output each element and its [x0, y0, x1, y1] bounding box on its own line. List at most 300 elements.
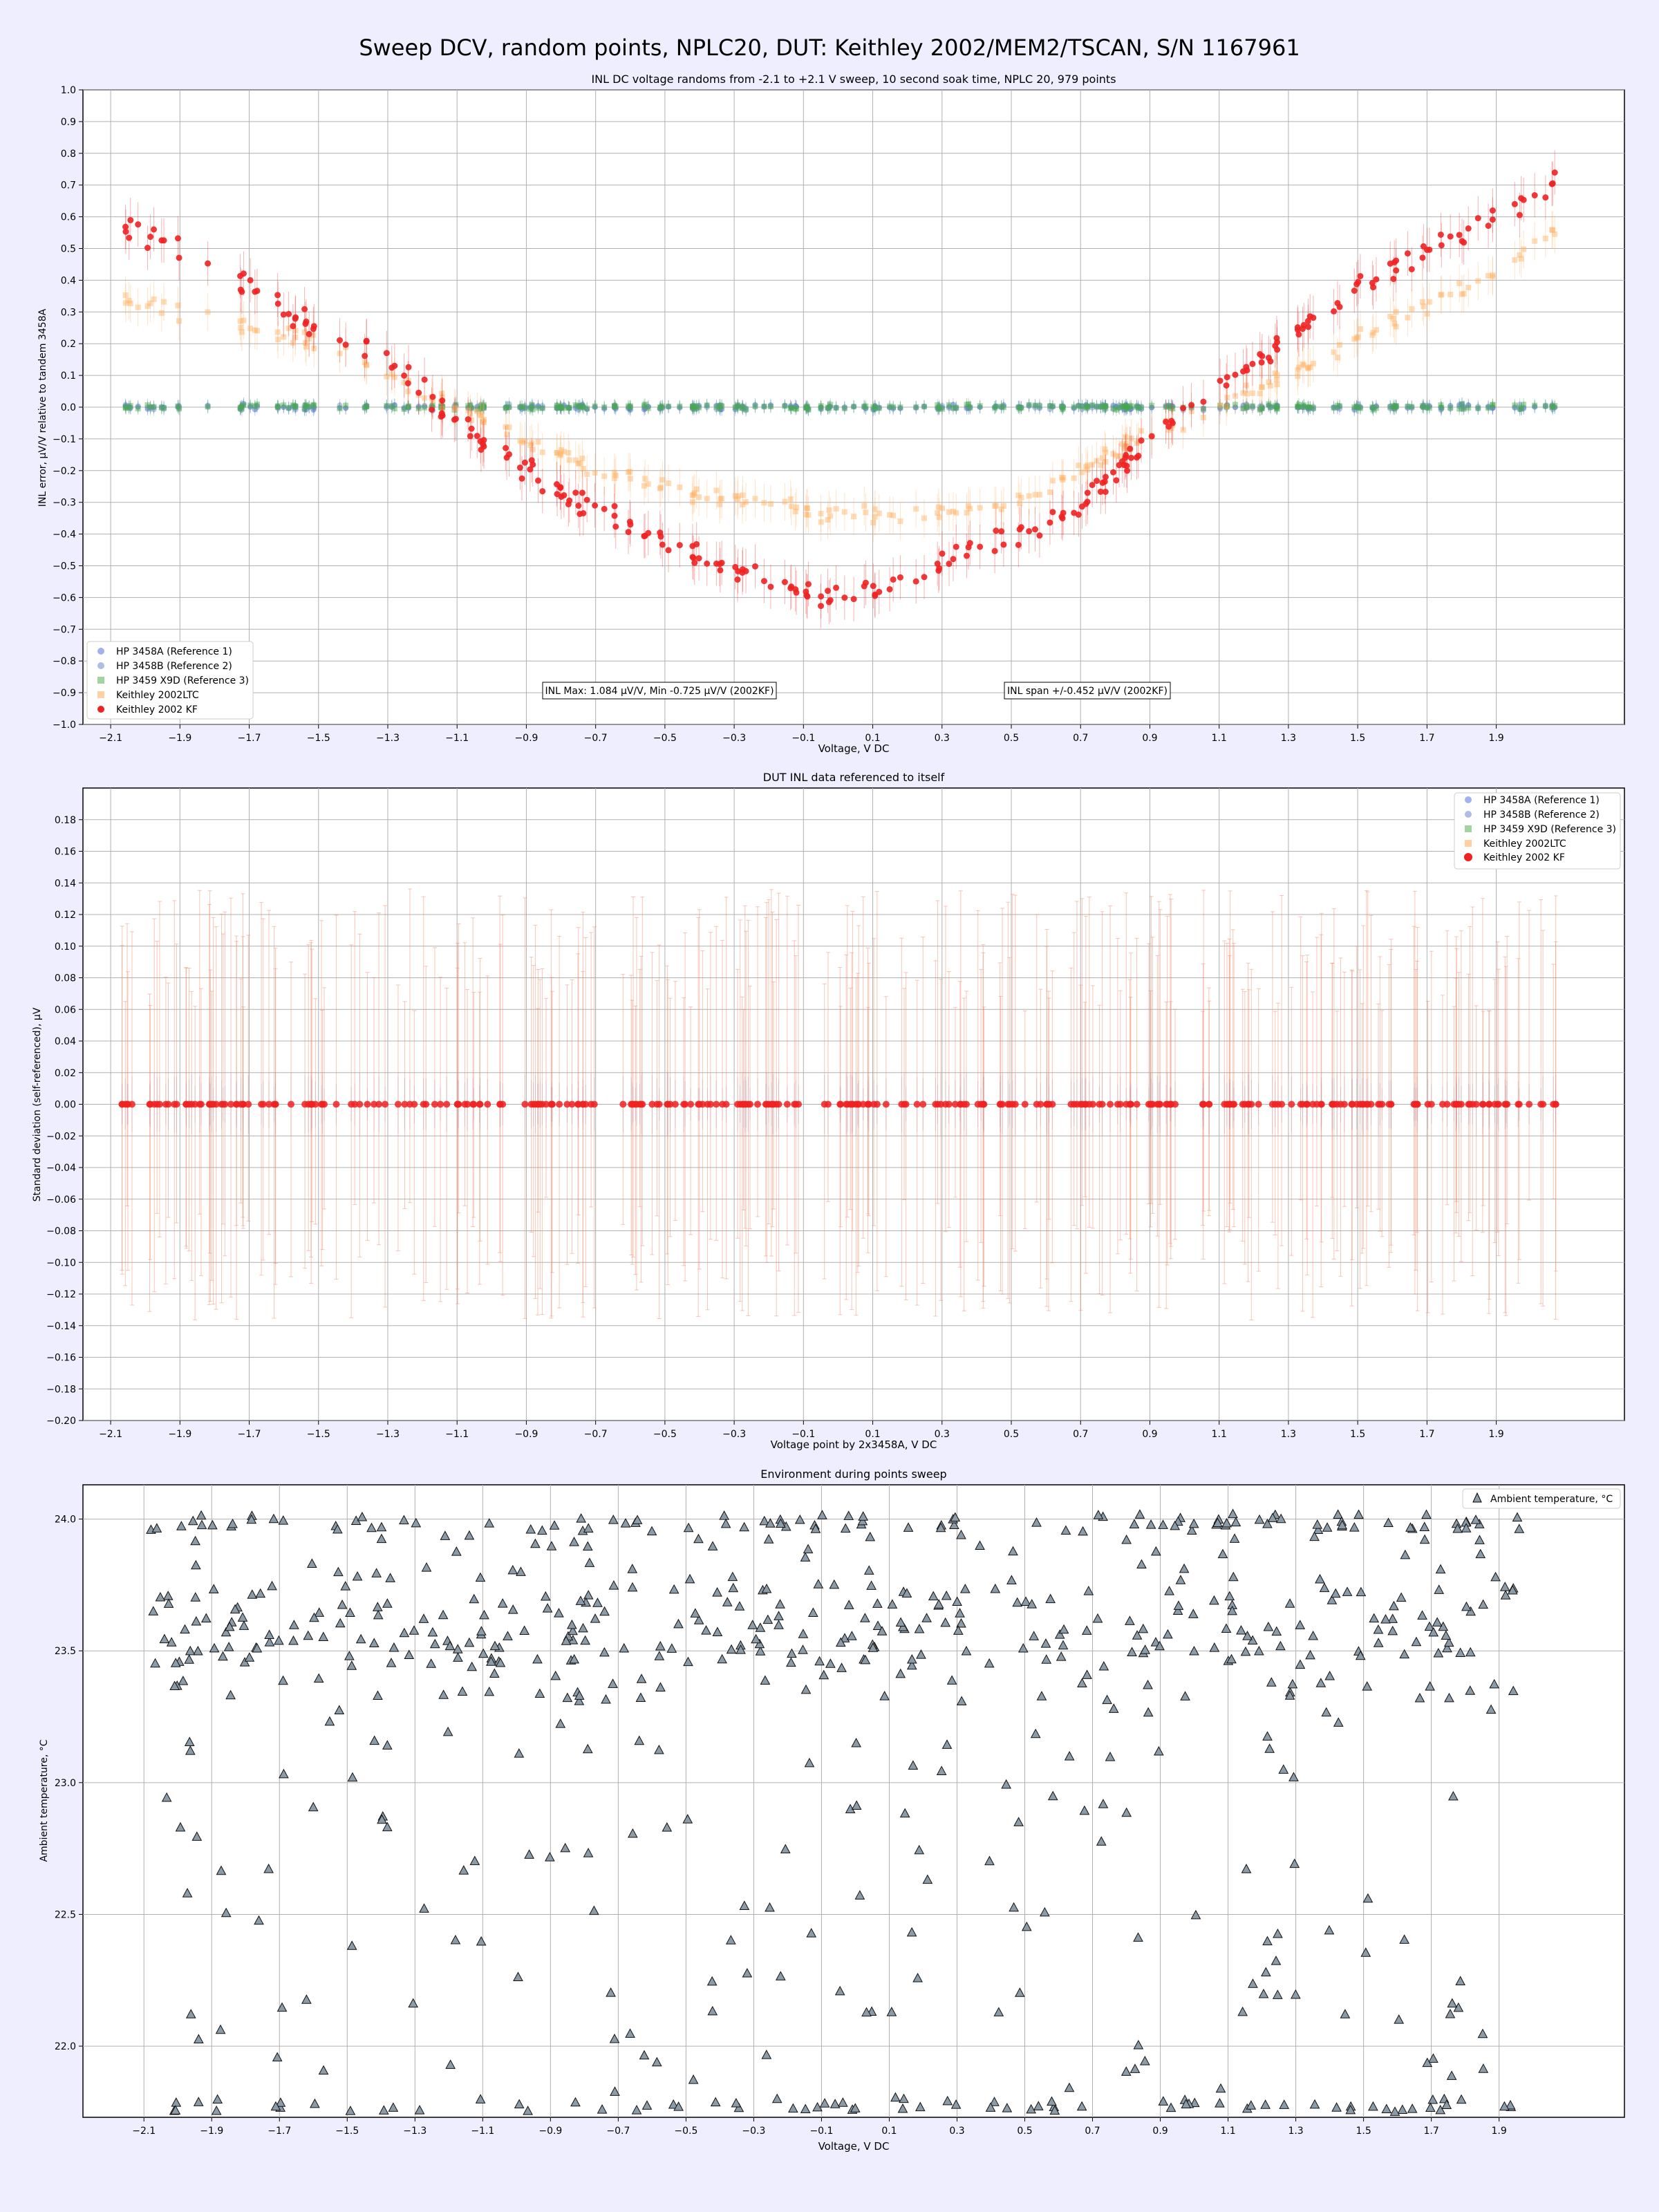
- kf-point: [672, 1101, 679, 1108]
- kf-point: [1485, 223, 1492, 229]
- ltc-point: [1001, 503, 1006, 509]
- y-tick-label: −0.6: [53, 592, 76, 604]
- kf-point: [921, 574, 928, 580]
- kf-point: [849, 1101, 856, 1108]
- legend-marker-ltc: [97, 691, 104, 698]
- kf-point: [575, 503, 581, 509]
- panel-inl: [37, 73, 1624, 755]
- kf-point: [767, 583, 774, 590]
- ref3-point: [1100, 404, 1105, 409]
- kf-point: [1165, 424, 1172, 430]
- ltc-point: [717, 502, 722, 507]
- x-tick-label: −0.7: [583, 733, 608, 744]
- ref3-point: [953, 405, 959, 411]
- kf-point: [804, 592, 810, 599]
- kf-point: [156, 1101, 163, 1108]
- y-tick-label: 0.8: [60, 148, 76, 160]
- ltc-point: [252, 328, 258, 333]
- ltc-point: [690, 493, 695, 498]
- legend-marker-ref2: [97, 662, 104, 669]
- kf-point: [1259, 353, 1265, 359]
- ltc-point: [818, 519, 824, 525]
- kf-point: [855, 1101, 862, 1108]
- ref3-point: [565, 405, 571, 411]
- kf-point: [1232, 372, 1238, 378]
- kf-point: [1249, 361, 1255, 367]
- kf-point: [1149, 433, 1155, 440]
- kf-point: [453, 415, 459, 422]
- ltc-point: [275, 337, 281, 342]
- x-tick-label: 0.5: [1003, 1429, 1020, 1440]
- ref3-point: [641, 403, 647, 409]
- kf-point: [301, 306, 308, 312]
- kf-point: [870, 583, 877, 589]
- x-tick-label: 1.5: [1350, 1429, 1366, 1440]
- ref3-point: [1475, 406, 1481, 411]
- kf-point: [252, 289, 258, 295]
- kf-point: [292, 316, 299, 322]
- x-tick-label: 0.9: [1142, 733, 1158, 744]
- kf-point: [529, 462, 536, 468]
- x-tick-label: 0.1: [865, 1429, 881, 1440]
- ltc-point: [205, 309, 211, 315]
- ltc-point: [641, 483, 647, 489]
- legend-label-kf: Keithley 2002 KF: [116, 704, 198, 715]
- kf-point: [1100, 480, 1106, 486]
- ref3-point: [1552, 403, 1557, 409]
- x-tick-label: −1.3: [375, 1429, 400, 1440]
- x-tick-label: 0.1: [865, 733, 881, 744]
- kf-point: [734, 577, 740, 583]
- ltc-point: [1076, 462, 1081, 468]
- kf-point: [1248, 1101, 1255, 1108]
- y-tick-label: 0.6: [60, 212, 76, 223]
- kf-point: [897, 574, 903, 581]
- ref3-point: [1532, 403, 1537, 409]
- kf-point: [1288, 1101, 1295, 1108]
- x-tick-label: −1.5: [306, 733, 330, 744]
- kf-point: [535, 478, 541, 484]
- ref3-point: [1027, 402, 1032, 408]
- kf-point: [415, 390, 422, 396]
- ref3-point: [704, 402, 710, 408]
- ltc-point: [536, 439, 541, 444]
- ref3-point: [851, 404, 856, 409]
- x-tick-label: 1.3: [1280, 733, 1297, 744]
- kf-point: [1078, 1101, 1085, 1108]
- kf-point: [833, 585, 839, 591]
- kf-point: [795, 1101, 802, 1108]
- kf-point: [1107, 1101, 1114, 1108]
- x-tick-label: −1.5: [306, 1429, 330, 1440]
- kf-point: [1550, 1101, 1557, 1108]
- y-tick-label: −0.20: [46, 1416, 76, 1427]
- kf-point: [997, 1101, 1004, 1108]
- ref3-point: [1438, 402, 1443, 408]
- x-tick-label: −1.1: [445, 733, 469, 744]
- ref3-point: [135, 406, 141, 411]
- kf-point: [1272, 1101, 1279, 1108]
- x-tick-label: −1.7: [237, 1429, 261, 1440]
- x-tick-label: 0.7: [1073, 733, 1089, 744]
- ref3-point: [628, 403, 633, 409]
- kf-point: [704, 561, 710, 567]
- ltc-point: [144, 303, 150, 309]
- plot-area-3: [83, 1485, 1624, 2117]
- kf-point: [1145, 1101, 1152, 1108]
- y-tick-label: 0.02: [54, 1067, 76, 1079]
- legend2-marker-ref2: [1465, 811, 1472, 818]
- x-tick-label: −0.3: [722, 733, 747, 744]
- x-tick-label: −1.9: [168, 733, 192, 744]
- kf-point: [237, 273, 243, 279]
- kf-point: [1475, 215, 1481, 221]
- kf-point: [206, 1101, 213, 1108]
- legend-label-ref2: HP 3458B (Reference 2): [116, 661, 232, 672]
- kf-point: [1000, 541, 1006, 547]
- kf-point: [977, 543, 983, 550]
- ref3-point: [1128, 403, 1134, 409]
- x-tick-label: −0.9: [514, 733, 538, 744]
- kf-point: [161, 237, 167, 243]
- kf-point: [1337, 304, 1343, 310]
- kf-point: [818, 593, 824, 599]
- x-tick-label: −0.7: [583, 1429, 608, 1440]
- kf-point: [874, 1101, 881, 1108]
- ltc-point: [601, 474, 607, 479]
- kf-point: [1318, 1101, 1324, 1108]
- kf-point: [1537, 1101, 1544, 1108]
- kf-point: [1022, 1101, 1029, 1108]
- kf-point: [563, 1101, 570, 1108]
- x-tick-label: 0.3: [934, 1429, 950, 1440]
- kf-point: [144, 245, 151, 251]
- kf-point: [238, 287, 244, 293]
- ltc-point: [1532, 238, 1537, 244]
- kf-point: [171, 1101, 178, 1108]
- y-tick-label: 0.10: [54, 941, 76, 953]
- y-tick-label: 0.12: [54, 910, 76, 921]
- y-tick-label: −1.0: [53, 720, 76, 731]
- figure-suptitle: Sweep DCV, random points, NPLC20, DUT: Keithley 2002/MEM2/TSCAN, S/N 1167961: [359, 35, 1300, 61]
- kf-point: [612, 503, 618, 509]
- ref3-point: [1420, 403, 1425, 409]
- legend-marker-ref3: [97, 677, 104, 684]
- kf-point: [1410, 1101, 1417, 1108]
- ref3-point: [1071, 404, 1077, 410]
- ref3-point: [1149, 403, 1154, 409]
- y-tick-label: 1.0: [60, 85, 76, 96]
- kf-point: [1138, 438, 1145, 444]
- kf-point: [1036, 532, 1042, 538]
- kf-point: [913, 579, 919, 585]
- ref3-point: [402, 406, 407, 412]
- ltc-point: [161, 299, 167, 305]
- kf-point: [1015, 542, 1022, 548]
- kf-point: [260, 1101, 267, 1108]
- ltc-point: [804, 505, 809, 511]
- kf-point: [469, 426, 475, 432]
- ref3-point: [1374, 405, 1379, 411]
- ref3-point: [592, 404, 598, 409]
- ltc-point: [1017, 500, 1022, 506]
- kf-point: [763, 1101, 770, 1108]
- legend2-marker-ref1: [1465, 796, 1472, 803]
- kf-point: [119, 1101, 126, 1108]
- legend2-label-kf: Keithley 2002 KF: [1483, 852, 1565, 863]
- kf-point: [591, 1101, 598, 1108]
- kf-point: [388, 364, 395, 371]
- ref3-point: [666, 404, 671, 409]
- y-axis-label-1: INL error, µV/V relative to tandem 3458A: [37, 308, 48, 507]
- x-tick-label: 1.1: [1211, 1429, 1227, 1440]
- ref3-point: [1456, 406, 1462, 411]
- kf-point: [1409, 266, 1415, 272]
- kf-point: [1032, 526, 1038, 532]
- kf-point: [946, 561, 952, 567]
- kf-point: [554, 491, 561, 497]
- ltc-point: [1083, 464, 1089, 469]
- kf-point: [742, 1101, 749, 1108]
- kf-point: [664, 1101, 671, 1108]
- ref3-point: [659, 403, 665, 409]
- kf-point: [1391, 259, 1398, 265]
- ltc-point: [782, 499, 787, 505]
- x-tick-label: 0.7: [1073, 1429, 1089, 1440]
- kf-point: [1266, 355, 1272, 361]
- kf-point: [584, 497, 590, 503]
- kf-point: [1156, 1101, 1163, 1108]
- y-tick-label: −0.16: [46, 1352, 76, 1364]
- ltc-point: [863, 509, 868, 515]
- ltc-point: [913, 506, 919, 512]
- y-tick-label: −0.08: [46, 1226, 76, 1237]
- kf-point: [680, 1101, 687, 1108]
- ltc-point: [1295, 367, 1300, 373]
- kf-point: [343, 341, 349, 348]
- y-tick-label: 0.08: [54, 973, 76, 984]
- kf-point: [375, 1101, 382, 1108]
- kf-point: [898, 1101, 905, 1108]
- kf-point: [176, 254, 182, 261]
- kf-point: [474, 433, 480, 439]
- legend2-marker-ref3: [1465, 825, 1472, 832]
- ref3-point: [238, 405, 243, 411]
- kf-point: [476, 1101, 483, 1108]
- ltc-point: [1060, 475, 1066, 480]
- ref3-point: [601, 404, 607, 410]
- kf-point: [429, 406, 435, 413]
- ltc-point: [1459, 292, 1465, 297]
- x-tick-label: −1.3: [375, 733, 400, 744]
- kf-point: [666, 547, 672, 553]
- kf-point: [887, 586, 893, 592]
- kf-point: [467, 433, 474, 439]
- ref3-point: [890, 404, 896, 410]
- ltc-point: [175, 303, 180, 308]
- ref3-point: [389, 404, 395, 409]
- kf-point: [233, 1101, 240, 1108]
- kf-point: [1012, 1101, 1019, 1108]
- x-tick-label: 0.5: [1003, 733, 1020, 744]
- kf-point: [175, 235, 181, 241]
- kf-point: [332, 1101, 339, 1108]
- y-tick-label: 0.7: [60, 180, 76, 191]
- ltc-point: [768, 501, 774, 507]
- ltc-point: [761, 500, 767, 505]
- kf-point: [1135, 453, 1141, 459]
- ref3-point: [1275, 406, 1280, 411]
- ltc-point: [126, 298, 132, 303]
- ltc-point: [565, 450, 571, 456]
- kf-point: [1491, 1101, 1498, 1108]
- ref3-point: [1301, 402, 1306, 408]
- kf-point: [1351, 288, 1358, 294]
- kf-point: [454, 1101, 461, 1108]
- x-tick-label: 1.7: [1419, 1429, 1435, 1440]
- ref3-point: [1521, 402, 1526, 407]
- kf-point: [695, 1101, 702, 1108]
- ltc-point: [151, 297, 157, 302]
- y-tick-label: 0.06: [54, 1004, 76, 1016]
- ref3-point: [1047, 403, 1053, 409]
- y-tick-label: −0.14: [46, 1320, 76, 1332]
- kf-point: [637, 1101, 644, 1108]
- x-tick-label: 0.9: [1142, 1429, 1158, 1440]
- kf-point: [1127, 446, 1133, 452]
- ref3-point: [275, 404, 281, 410]
- y-tick-label: 0.14: [54, 878, 76, 890]
- kf-point: [872, 593, 878, 599]
- kf-point: [422, 377, 428, 383]
- kf-point: [1516, 1101, 1523, 1108]
- legend-marker-kf: [97, 706, 104, 713]
- kf-point: [281, 312, 287, 318]
- ref3-point: [788, 406, 794, 411]
- kf-point: [641, 533, 647, 539]
- kf-point: [1447, 234, 1454, 240]
- ref3-point: [175, 404, 180, 409]
- ltc-point: [275, 329, 281, 335]
- ltc-point: [612, 476, 617, 481]
- ltc-point: [1438, 292, 1443, 298]
- y-tick-label: 0.00: [54, 1099, 76, 1111]
- kf-point: [1450, 1101, 1457, 1108]
- ref3-point: [804, 404, 809, 410]
- kf-point: [696, 555, 702, 561]
- kf-point: [429, 394, 435, 400]
- kf-point: [1309, 1101, 1316, 1108]
- kf-point: [503, 445, 509, 451]
- kf-point: [1310, 315, 1316, 321]
- kf-point: [127, 217, 133, 223]
- y-tick-label: −0.02: [46, 1131, 76, 1143]
- ref3-point: [992, 405, 997, 411]
- kf-point: [851, 596, 857, 602]
- ref3-point: [151, 404, 157, 409]
- kf-point: [557, 484, 563, 490]
- ltc-point: [1552, 232, 1557, 237]
- x-tick-label: −2.1: [99, 1429, 123, 1440]
- ltc-point: [579, 456, 585, 461]
- legend2-label-ref1: HP 3458A (Reference 1): [1483, 795, 1600, 806]
- kf-point: [205, 261, 211, 267]
- ref3-point: [612, 403, 617, 409]
- kf-point: [478, 447, 484, 453]
- kf-point: [1124, 467, 1130, 474]
- kf-point: [1373, 276, 1379, 283]
- kf-point: [151, 226, 157, 232]
- ref3-point: [1337, 403, 1342, 409]
- ltc-point: [677, 485, 682, 490]
- kf-point: [890, 577, 897, 583]
- ltc-point: [176, 318, 182, 324]
- kf-point: [532, 1101, 538, 1108]
- kf-point: [1113, 477, 1119, 483]
- ltc-point: [567, 457, 572, 462]
- ltc-point: [1047, 489, 1053, 495]
- y-tick-label: −0.10: [46, 1257, 76, 1269]
- ltc-point: [827, 513, 833, 518]
- ref3-point: [362, 404, 368, 410]
- kf-point: [1428, 1101, 1435, 1108]
- kf-point: [713, 1101, 720, 1108]
- kf-point: [1217, 377, 1224, 384]
- kf-point: [1363, 1101, 1370, 1108]
- kf-point: [1517, 212, 1523, 218]
- kf-point: [440, 413, 446, 419]
- ref3-point: [1512, 402, 1517, 408]
- ltc-point: [740, 502, 745, 507]
- ref3-point: [913, 404, 919, 410]
- ref3-point: [897, 404, 903, 410]
- ltc-point: [946, 509, 952, 515]
- ltc-point: [1374, 327, 1379, 332]
- ltc-point: [753, 496, 758, 501]
- kf-point: [739, 570, 745, 576]
- kf-point: [782, 579, 788, 585]
- x-tick-label: 1.1: [1211, 733, 1227, 744]
- kf-point: [825, 588, 831, 594]
- ref3-point: [530, 406, 536, 412]
- kf-point: [1405, 250, 1411, 256]
- ltc-point: [794, 505, 799, 510]
- ref3-point: [768, 404, 774, 409]
- kf-point: [689, 554, 695, 560]
- ltc-point: [666, 480, 671, 486]
- kf-point: [1168, 1101, 1174, 1108]
- kf-point: [521, 1101, 528, 1108]
- ref3-point: [584, 406, 590, 411]
- ref3-point: [834, 405, 839, 411]
- ref3-point: [1543, 403, 1548, 409]
- kf-point: [561, 492, 567, 498]
- ltc-point: [861, 503, 867, 509]
- kf-point: [794, 590, 800, 596]
- ltc-point: [1543, 236, 1548, 241]
- y-tick-label: −0.4: [53, 529, 76, 541]
- kf-point: [1199, 1101, 1206, 1108]
- kf-point: [1060, 515, 1066, 521]
- kf-point: [147, 234, 153, 240]
- kf-point: [993, 527, 999, 534]
- kf-point: [1542, 194, 1548, 200]
- kf-point: [395, 1101, 402, 1108]
- kf-point: [572, 489, 579, 496]
- ltc-point: [135, 305, 141, 310]
- ltc-point: [592, 470, 598, 476]
- legend-2: [1454, 793, 1620, 869]
